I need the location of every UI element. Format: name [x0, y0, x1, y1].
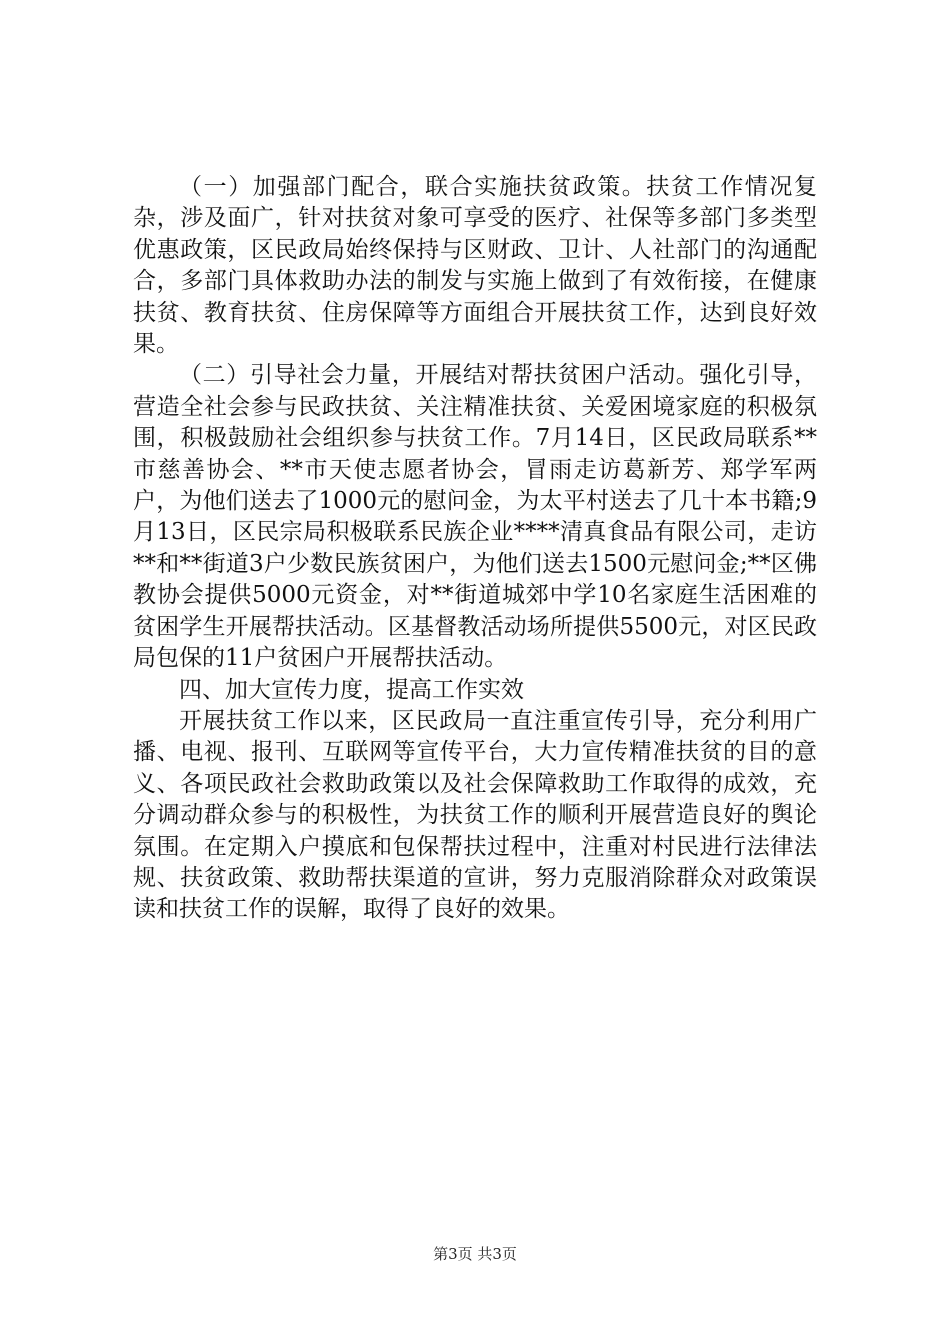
- page-number-footer: 第3页 共3页: [433, 1245, 517, 1263]
- paragraph-publicity: 开展扶贫工作以来，区民政局一直注重宣传引导，充分利用广播、电视、报刊、互联网等宣传平台，大力宣传精准扶贫的目的意义、各项民政社会救助政策以及社会保障救助工作取得的成效，充分调动群众参与的积极性，为扶贫工作的顺利开展营造良好的舆论氛围。在定期入户摸底和包保帮扶过程中，注重对村民进行法律法规、扶贫政策、救助帮扶渠道的宣讲，努力克服消除群众对政策误读和扶贫工作的误解，取得了良好的效果。: [133, 707, 817, 923]
- document-body: [133, 172, 817, 926]
- section-heading-publicity: 四、加大宣传力度，提高工作实效: [179, 676, 524, 703]
- paragraph-social-forces: （二）引导社会力量，开展结对帮扶贫困户活动。强化引导，营造全社会参与民政扶贫、关注精准扶贫、关爱困境家庭的积极氛围，积极鼓励社会组织参与扶贫工作。7月14日，区民政局联系**市慈善协会、**市天使志愿者协会，冒雨走访葛新芳、郑学军两户，为他们送去了1000元的慰问金，为太平村送去了几十本书籍;9月13日，区民宗局积极联系民族企业****清真食品有限公司，走访**和**街道3户少数民族贫困户，为他们送去1500元慰问金;**区佛教协会提供5000元资金，对**街道城郊中学10名家庭生活困难的贫困学生开展帮扶活动。区基督教活动场所提供5500元，对区民政局包保的11户贫困户开展帮扶活动。: [133, 362, 817, 672]
- paragraph-department-cooperation: （一）加强部门配合，联合实施扶贫政策。扶贫工作情况复杂，涉及面广，针对扶贫对象可享受的医疗、社保等多部门多类型优惠政策，区民政局始终保持与区财政、卫计、人社部门的沟通配合，多部门具体救助办法的制发与实施上做到了有效衔接，在健康扶贫、教育扶贫、住房保障等方面组合开展扶贫工作，达到良好效果。: [133, 174, 817, 358]
